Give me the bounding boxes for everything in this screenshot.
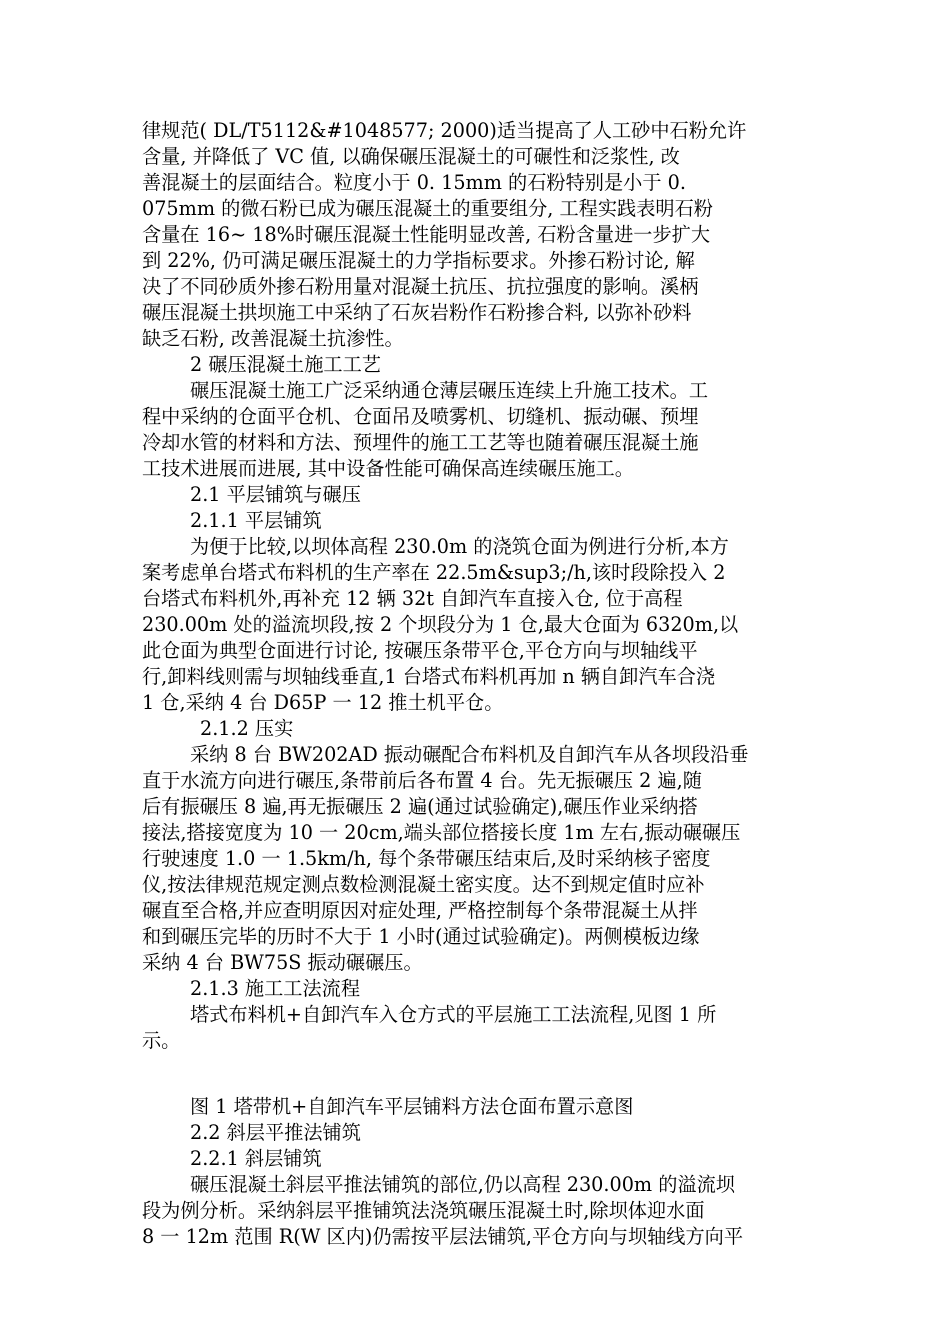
text-line: 075mm 的微石粉已成为碾压混凝土的重要组分, 工程实践表明石粉	[142, 197, 713, 220]
text-line: 行驶速度 1.0 一 1.5km/h, 每个条带碾压结束后,及时采纳核子密度	[142, 847, 711, 870]
section-heading: 2 碾压混凝土施工工艺	[190, 353, 381, 376]
text-line: 碾压混凝土斜层平推法铺筑的部位,仍以高程 230.00m 的溢流坝	[190, 1173, 735, 1196]
text-line: 后有振碾压 8 遍,再无振碾压 2 遍(通过试验确定),碾压作业采纳搭	[142, 795, 698, 818]
text-line: 决了不同砂质外掺石粉用量对混凝土抗压、抗拉强度的影响。溪柄	[142, 275, 699, 298]
text-line: 善混凝土的层面结合。粒度小于 0. 15mm 的石粉特别是小于 0.	[142, 171, 686, 194]
figure-caption: 图 1 塔带机+自卸汽车平层铺料方法仓面布置示意图	[190, 1095, 634, 1118]
text-line: 塔式布料机+自卸汽车入仓方式的平层施工工法流程,见图 1 所	[190, 1003, 717, 1026]
text-line: 1 仓,采纳 4 台 D65P 一 12 推土机平仓。	[142, 691, 504, 714]
text-line: 为便于比较,以坝体高程 230.0m 的浇筑仓面为例进行分析,本方	[190, 535, 729, 558]
text-line: 碾压混凝土拱坝施工中采纳了石灰岩粉作石粉掺合料, 以弥补砂料	[142, 301, 692, 324]
section-heading: 2.2 斜层平推法铺筑	[190, 1121, 361, 1144]
text-line: 接法,搭接宽度为 10 一 20cm,端头部位搭接长度 1m 左右,振动碾碾压	[142, 821, 741, 844]
text-line: 碾直至合格,并应查明原因对症处理, 严格控制每个条带混凝土从拌	[142, 899, 698, 922]
text-line: 台塔式布料机外,再补充 12 辆 32t 自卸汽车直接入仓, 位于高程	[142, 587, 683, 610]
text-line: 采纳 8 台 BW202AD 振动碾配合布料机及自卸汽车从各坝段沿垂	[190, 743, 749, 766]
text-line: 冷却水管的材料和方法、预埋件的施工工艺等也随着碾压混凝土施	[142, 431, 699, 454]
section-heading: 2.2.1 斜层铺筑	[190, 1147, 322, 1170]
section-heading: 2.1.1 平层铺筑	[190, 509, 322, 532]
text-line: 此仓面为典型仓面进行讨论, 按碾压条带平仓,平仓方向与坝轴线平	[142, 639, 698, 662]
text-line: 8 一 12m 范围 R(W 区内)仍需按平层法铺筑,平仓方向与坝轴线方向平	[142, 1225, 744, 1248]
text-line: 行,卸料线则需与坝轴线垂直,1 台塔式布料机再加 n 辆自卸汽车合浇	[142, 665, 716, 688]
text-line: 碾压混凝土施工广泛采纳通仓薄层碾压连续上升施工技术。工	[190, 379, 709, 402]
text-line: 和到碾压完毕的历时不大于 1 小时(通过试验确定)。两侧模板边缘	[142, 925, 700, 948]
text-line: 示。	[142, 1029, 181, 1052]
section-heading: 2.1.3 施工工法流程	[190, 977, 361, 1000]
text-line: 仪,按法律规范规定测点数检测混凝土密实度。达不到规定值时应补	[142, 873, 705, 896]
text-line: 律规范( DL/T5112&#1048577; 2000)适当提高了人工砂中石粉允许	[142, 119, 747, 142]
text-line: 直于水流方向进行碾压,条带前后各布置 4 台。先无振碾压 2 遍,随	[142, 769, 702, 792]
text-line: 程中采纳的仓面平仓机、仓面吊及喷雾机、切缝机、振动碾、预埋	[142, 405, 699, 428]
section-heading: 2.1.2 压实	[200, 717, 294, 740]
text-line: 工技术进展而进展, 其中设备性能可确保高连续碾压施工。	[142, 457, 634, 480]
text-line: 230.00m 处的溢流坝段,按 2 个坝段分为 1 仓,最大仓面为 6320m,以	[142, 613, 739, 636]
text-line: 到 22%, 仍可满足碾压混凝土的力学指标要求。外掺石粉讨论, 解	[142, 249, 695, 272]
section-heading: 2.1 平层铺筑与碾压	[190, 483, 361, 506]
text-line: 采纳 4 台 BW75S 振动碾碾压。	[142, 951, 423, 974]
text-line: 案考虑单台塔式布料机的生产率在 22.5m&sup3;/h,该时段除投入 2	[142, 561, 726, 584]
text-line: 含量, 并降低了 VC 值, 以确保碾压混凝土的可碾性和泛浆性, 改	[142, 145, 680, 168]
text-line: 含量在 16~ 18%时碾压混凝土性能明显改善, 石粉含量进一步扩大	[142, 223, 711, 246]
text-line: 段为例分析。采纳斜层平推铺筑法浇筑碾压混凝土时,除坝体迎水面	[142, 1199, 705, 1222]
text-line: 缺乏石粉, 改善混凝土抗渗性。	[142, 327, 404, 350]
